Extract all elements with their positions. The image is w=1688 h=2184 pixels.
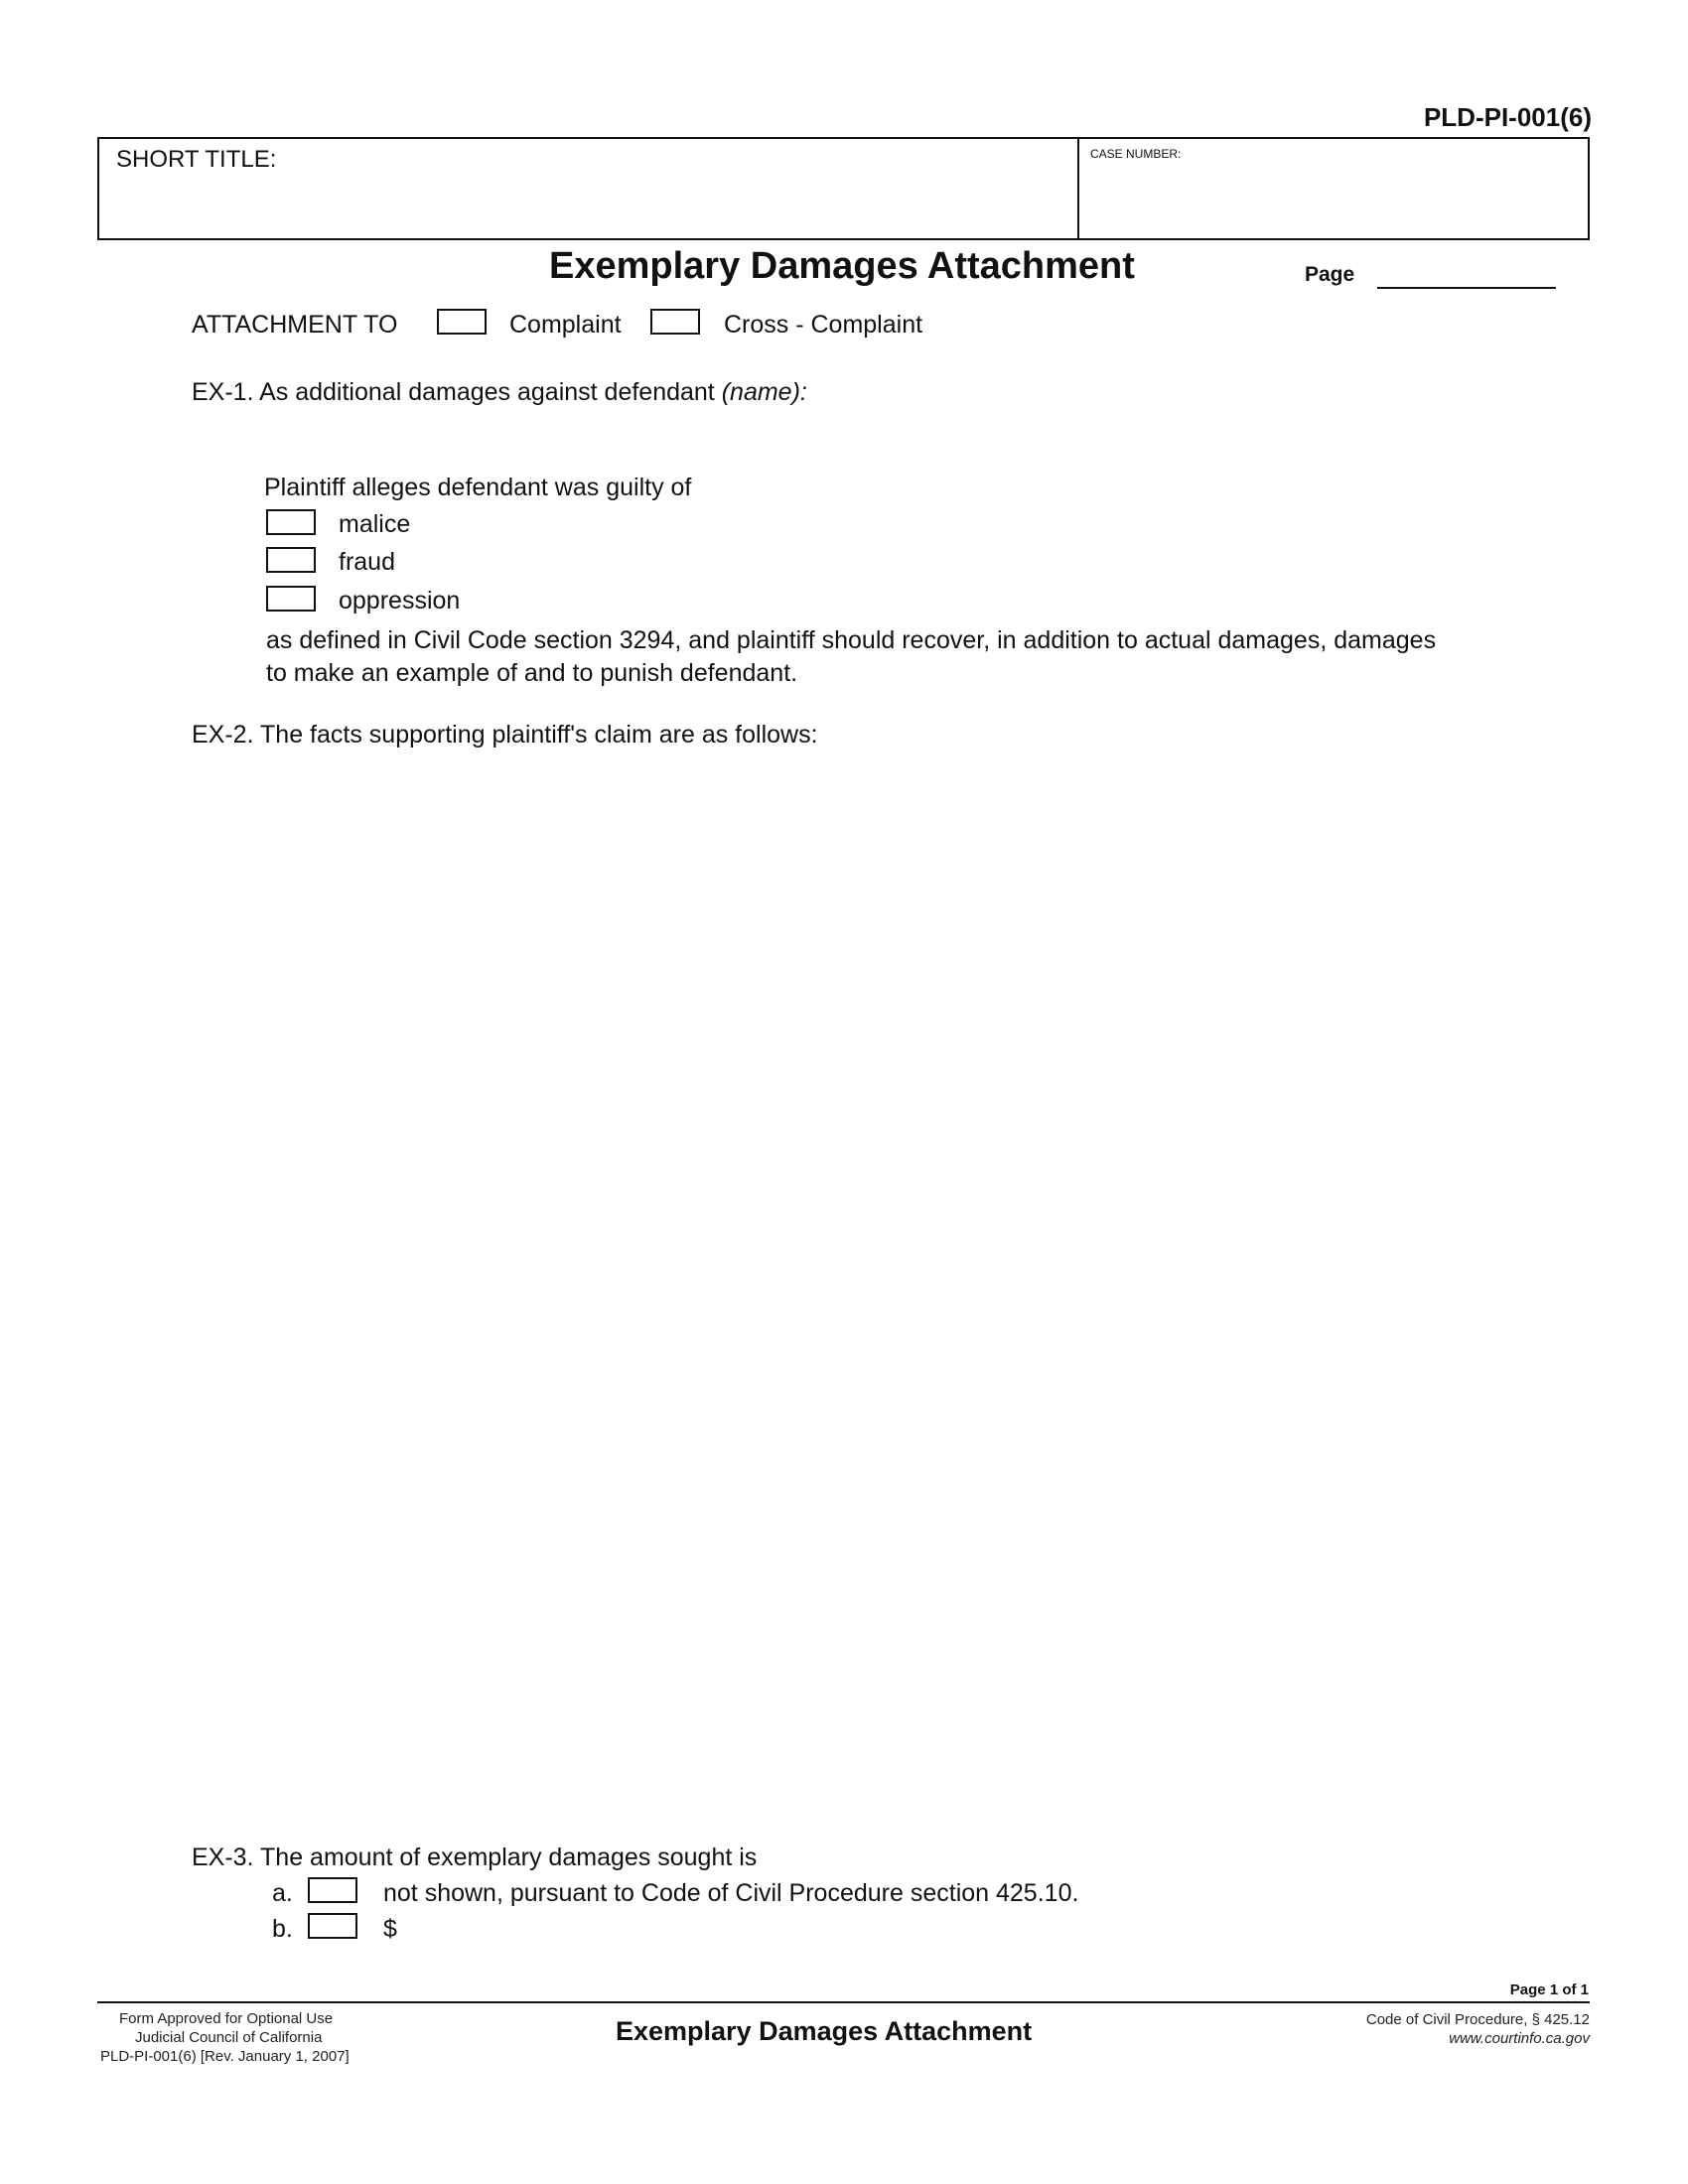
complaint-checkbox[interactable] (437, 309, 487, 335)
fraud-checkbox[interactable] (266, 547, 316, 573)
cross-complaint-checkbox[interactable] (650, 309, 700, 335)
oppression-label: oppression (339, 587, 461, 614)
ex3-a-label: a. (272, 1879, 293, 1907)
form-code: PLD-PI-001(6) (1423, 102, 1592, 132)
oppression-checkbox[interactable] (266, 586, 316, 612)
case-number-label: CASE NUMBER: (1090, 147, 1182, 161)
page-of: Page 1 of 1 (1509, 1981, 1589, 1998)
footer-approved-line1: Form Approved for Optional Use (119, 2010, 334, 2027)
footer-website: www.courtinfo.ca.gov (1449, 2030, 1590, 2047)
page-number-field[interactable] (1377, 287, 1556, 289)
footer-code-ref: Code of Civil Procedure, § 425.12 (1365, 2011, 1590, 2028)
ex1-name-hint: (name): (721, 378, 807, 406)
page-title: Exemplary Damages Attachment (549, 245, 1135, 287)
ex1-text (192, 378, 807, 407)
footer-title: Exemplary Damages Attachment (616, 2016, 1033, 2046)
malice-checkbox[interactable] (266, 509, 316, 535)
short-title-field[interactable] (99, 139, 1075, 238)
ex2-text: EX-2. The facts supporting plaintiff's claim are as follows: (192, 721, 818, 749)
ex1-defined-line1: as defined in Civil Code section 3294, and plaintiff should recover, in addition to actual damages, damages (266, 626, 1437, 654)
ex3-b-label: b. (272, 1915, 293, 1943)
case-number-field[interactable] (1080, 139, 1588, 238)
short-title-label: SHORT TITLE: (116, 146, 277, 173)
malice-label: malice (339, 510, 411, 538)
footer-rule (97, 2001, 1590, 2003)
not-shown-checkbox[interactable] (308, 1877, 357, 1903)
defendant-name-field[interactable] (263, 417, 1504, 457)
attachment-to-label: ATTACHMENT TO (192, 311, 398, 339)
complaint-label: Complaint (509, 311, 622, 339)
amount-checkbox[interactable] (308, 1913, 357, 1939)
footer-approved-line3: PLD-PI-001(6) [Rev. January 1, 2007] (100, 2048, 350, 2065)
ex1-defined-line2: to make an example of and to punish defendant. (266, 659, 798, 687)
facts-field[interactable] (192, 764, 1502, 1837)
amount-field[interactable] (401, 1910, 798, 1944)
ex1-label: EX-1. As additional damages against defendant (192, 378, 715, 406)
cross-complaint-label: Cross - Complaint (724, 311, 923, 339)
footer-approved-line2: Judicial Council of California (135, 2029, 323, 2046)
ex3-a-text: not shown, pursuant to Code of Civil Procedure section 425.10. (383, 1879, 1079, 1907)
ex1-alleges: Plaintiff alleges defendant was guilty of (264, 474, 692, 501)
fraud-label: fraud (339, 548, 395, 576)
ex3-text: EX-3. The amount of exemplary damages sought is (192, 1843, 758, 1871)
page-label: Page (1305, 263, 1355, 286)
header-divider (1077, 137, 1079, 240)
ex3-b-text: $ (383, 1915, 397, 1943)
